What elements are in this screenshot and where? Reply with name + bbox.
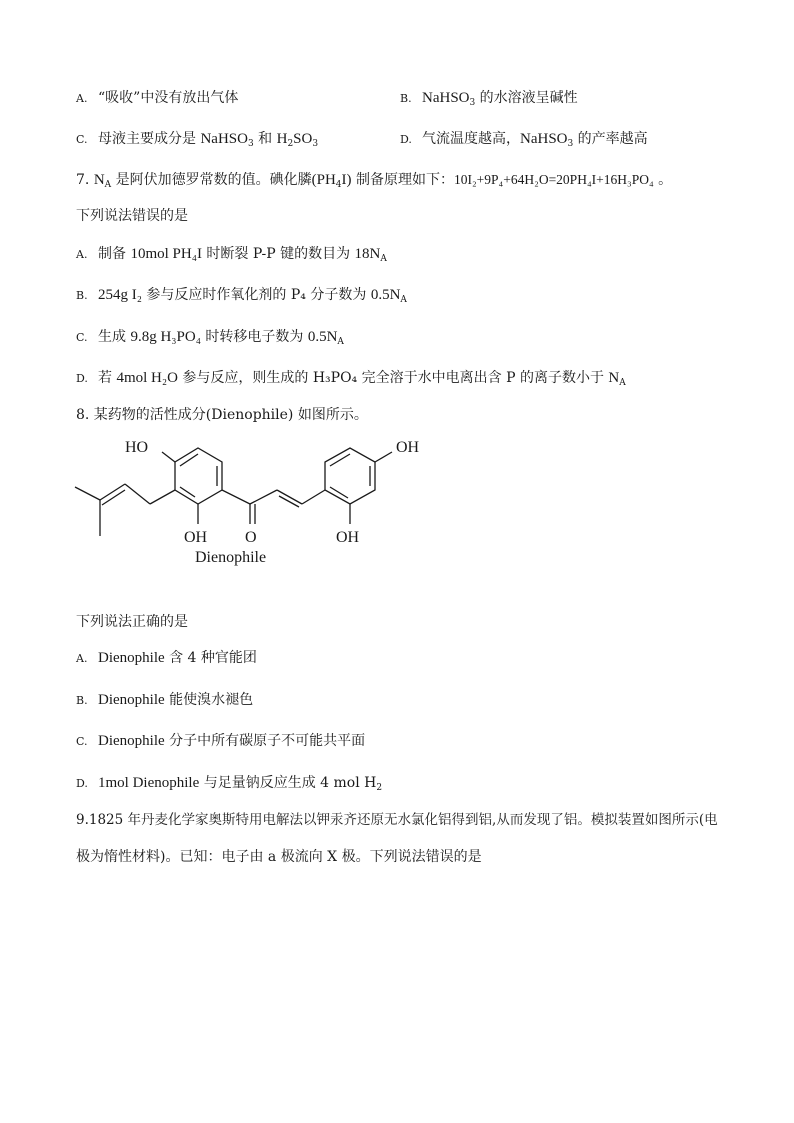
q6-option-b bbox=[400, 88, 578, 109]
option-text: 与足量钠反应生成 4 mol H bbox=[199, 775, 377, 791]
option-text: 气流温度越高， bbox=[422, 131, 520, 147]
option-text: 分子中所有碳原子不可能共平面 bbox=[164, 733, 366, 749]
q7-stem bbox=[76, 170, 672, 190]
formula-sub: A bbox=[619, 378, 626, 388]
q7-option-a bbox=[76, 244, 387, 265]
question-text: 制备原理如下： bbox=[351, 172, 454, 188]
oh-label-bottom-left: OH bbox=[184, 529, 208, 546]
q8-prompt: 下列说法正确的是 bbox=[76, 614, 188, 630]
q7-option-d bbox=[76, 368, 626, 389]
q8-option-c bbox=[76, 731, 365, 752]
option-text: 母液主要成分是 bbox=[98, 131, 201, 147]
q6-option-a bbox=[76, 88, 238, 109]
formula-sub: A bbox=[104, 180, 112, 190]
option-text: 的水溶液呈碱性 bbox=[475, 90, 578, 106]
formula: Dienophile bbox=[98, 733, 165, 749]
q8-option-a bbox=[76, 648, 257, 669]
q9-stem-line1: 9.1825 年丹麦化学家奥斯特用电解法以钾汞齐还原无水氯化铝得到铝,从而发现了铝。模拟装置如图所示(电 bbox=[76, 812, 718, 828]
option-text: 时断裂 P-P 键的数目为 bbox=[201, 246, 355, 262]
option-letter: D. bbox=[76, 777, 88, 790]
formula: Dienophile bbox=[98, 650, 165, 666]
formula: I) bbox=[341, 172, 352, 188]
formula: 0.5N bbox=[370, 287, 401, 303]
option-letter: C. bbox=[76, 735, 88, 748]
q9-stem-line2: 极为惰性材料)。已知：电子由 a 极流向 X 极。下列说法错误的是 bbox=[76, 849, 482, 865]
formula: 4mol H₂O bbox=[116, 370, 178, 386]
formula: NaHSO bbox=[520, 131, 568, 147]
option-text: 的产率越高 bbox=[573, 131, 648, 147]
formula-sub: 3 bbox=[469, 98, 476, 108]
formula: 0.5N bbox=[307, 329, 338, 345]
formula-sub: A bbox=[400, 295, 407, 305]
q6-option-c bbox=[76, 129, 318, 150]
option-letter: A. bbox=[76, 248, 88, 261]
formula: Dienophile bbox=[98, 692, 165, 708]
option-text: “吸收”中没有放出气体 bbox=[98, 90, 239, 106]
formula: (PH bbox=[311, 172, 336, 188]
q7-prompt: 下列说法错误的是 bbox=[76, 208, 188, 224]
option-letter: B. bbox=[76, 694, 88, 707]
dienophile-structure bbox=[70, 432, 440, 572]
q7-option-c bbox=[76, 327, 344, 348]
option-text: 时转移电子数为 bbox=[200, 329, 308, 345]
option-text: 若 bbox=[98, 370, 117, 386]
question-text: 。 bbox=[653, 172, 673, 188]
formula: 18N bbox=[354, 246, 381, 262]
formula-sub: A bbox=[337, 337, 344, 347]
formula: 10mol PH₄I bbox=[130, 246, 202, 262]
formula: 9.8g H₃PO₄ bbox=[130, 329, 201, 345]
option-text: 和 bbox=[253, 131, 277, 147]
q8-option-b bbox=[76, 690, 253, 711]
formula-sub: 3 bbox=[247, 139, 254, 149]
option-text: 参与反应时作氧化剂的 P₄ 分子数为 bbox=[141, 287, 371, 303]
formula: N bbox=[93, 172, 105, 188]
formula-sub: A bbox=[380, 254, 387, 264]
option-letter: A. bbox=[76, 652, 88, 665]
formula-sub: 3 bbox=[567, 139, 574, 149]
oh-label-bottom-right: OH bbox=[336, 529, 360, 546]
molecule-name: Dienophile bbox=[195, 549, 267, 566]
ho-label-top-left: HO bbox=[125, 439, 149, 456]
o-label-carbonyl: O bbox=[245, 529, 257, 546]
option-text: 含 4 种官能团 bbox=[164, 650, 257, 666]
reaction-equation: 10I₂+9P₄+64H₂O=20PH₄I+16H₃PO₄ bbox=[453, 172, 654, 187]
formula-sub: 2 bbox=[376, 783, 383, 793]
option-letter: B. bbox=[400, 92, 412, 105]
formula: NaHSO bbox=[422, 90, 470, 106]
question-text: 是阿伏加德罗常数的值。碘化膦 bbox=[111, 172, 312, 188]
formula-sub: 4 bbox=[335, 180, 342, 190]
oh-label-top-right: OH bbox=[396, 439, 420, 456]
option-letter: C. bbox=[76, 133, 88, 146]
q8-option-d bbox=[76, 773, 382, 794]
formula: 254g I₂ bbox=[98, 287, 142, 303]
option-letter: C. bbox=[76, 331, 88, 344]
option-letter: B. bbox=[76, 289, 88, 302]
option-letter: D. bbox=[400, 133, 412, 146]
option-text: 制备 bbox=[98, 246, 131, 262]
q8-stem: 8. 某药物的活性成分(Dienophile) 如图所示。 bbox=[76, 407, 368, 423]
formula: NaHSO bbox=[200, 131, 248, 147]
formula-sub: 2 bbox=[287, 139, 294, 149]
formula: SO bbox=[293, 131, 313, 147]
q6-option-d bbox=[400, 129, 648, 150]
question-number: 7. bbox=[76, 172, 90, 188]
option-letter: A. bbox=[76, 92, 88, 105]
option-text: 参与反应，则生成的 H₃PO₄ 完全溶于水中电离出含 P 的离子数小于 bbox=[177, 370, 609, 386]
formula-sub: 3 bbox=[312, 139, 319, 149]
formula: 1mol Dienophile bbox=[98, 775, 200, 791]
option-letter: D. bbox=[76, 372, 88, 385]
molecule-bonds bbox=[75, 448, 392, 536]
formula: H bbox=[276, 131, 288, 147]
q7-option-b bbox=[76, 285, 407, 306]
formula: N bbox=[608, 370, 620, 386]
option-text: 生成 bbox=[98, 329, 131, 345]
option-text: 能使溴水褪色 bbox=[164, 692, 254, 708]
